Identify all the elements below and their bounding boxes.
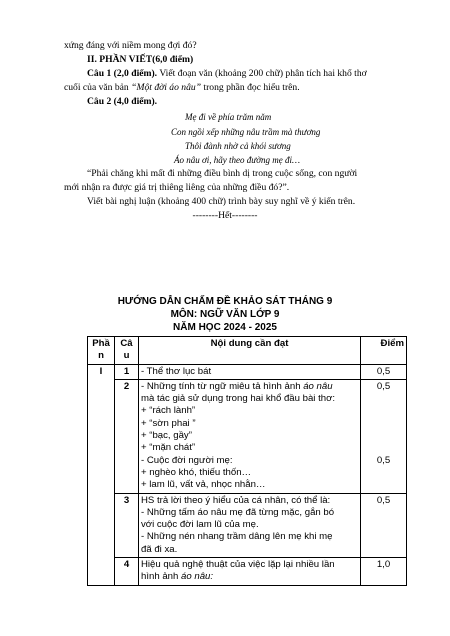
answer-line: mà tác giả sử dụng trong hai khổ đầu bài thơ:	[141, 393, 336, 405]
end-mark: --------Hết--------	[192, 210, 258, 221]
table-row	[88, 379, 407, 493]
spacer	[363, 430, 404, 442]
guide-subject: MÔN: NGỮ VĂN LỚP 9	[170, 309, 280, 320]
question-2-label: Câu 2 (4,0 điểm).	[87, 96, 158, 107]
question-1-line-1	[87, 68, 367, 80]
answer-content	[139, 364, 361, 379]
question-1-label: Câu 1 (2,0 điểm).	[87, 68, 158, 79]
poem-title-reference: “Một đời áo nâu”	[131, 82, 202, 93]
poem-line-4: Áo nâu ơi, hãy theo đường mẹ đi…	[174, 155, 300, 165]
spacer	[363, 418, 404, 430]
answer-line: + “rách lành”	[141, 405, 196, 417]
score-value: 0,5	[376, 380, 391, 392]
spacer	[363, 393, 404, 405]
answer-line: - Những nén nhang trầm dâng lên mẹ khi mẹ	[141, 531, 333, 543]
quote-line-1: “Phải chăng khi mất đi những điều bình dị trong cuộc sống, con người	[87, 168, 358, 179]
answer-line-text: - Những tính từ ngữ miêu tả hình ảnh	[141, 380, 304, 392]
table-row	[88, 558, 407, 586]
answer-line: + “bạc, gầy”	[141, 430, 192, 442]
answer-line: + “mặn chát”	[141, 442, 196, 454]
table-row	[88, 364, 407, 379]
section-heading-writing: II. PHẦN VIẾT(6,0 điểm)	[87, 54, 194, 65]
question-number: 4	[115, 558, 139, 586]
header-score: Điểm	[361, 337, 407, 365]
quote-line-2: mới nhận ra được giá trị thiêng liêng của những điều đó?”.	[64, 182, 290, 193]
answer-line: đã đi xa.	[141, 543, 178, 555]
answer-line: + lam lũ, vất vả, nhọc nhằn…	[141, 479, 266, 491]
score-value: 0,5	[376, 454, 391, 466]
answer-line: Hiệu quả nghệ thuật của việc lặp lại nhiều lần	[141, 559, 335, 571]
answer-line-emphasis: áo nâu:	[181, 571, 214, 583]
answer-line: HS trả lời theo ý hiểu của cá nhân, có thể là:	[141, 494, 331, 506]
answer-line	[141, 381, 358, 393]
table-header-row	[88, 337, 407, 365]
question-1-text-2a: cuối của văn bản	[64, 82, 132, 93]
answer-content	[139, 379, 361, 493]
answer-line: + “sờn phai ”	[141, 417, 196, 429]
spacer	[363, 405, 404, 417]
score-cell: 1,0	[361, 558, 407, 586]
question-1-line-2	[64, 82, 300, 94]
answer-line: - Thể thơ lục bát	[141, 365, 212, 377]
header-question-line-2: u	[123, 350, 130, 362]
writing-task: Viết bài nghị luận (khoảng 400 chữ) trình bày suy nghĩ về ý kiến trên.	[87, 196, 356, 207]
header-part	[88, 337, 115, 365]
grading-table	[87, 336, 407, 586]
question-1-text: Viết đoạn văn (khoảng 200 chữ) phân tích hai khổ thơ	[157, 68, 367, 79]
continued-question-line: xứng đáng với niềm mong đợi đó?	[64, 40, 197, 51]
guide-title: HƯỚNG DẪN CHẤM ĐỀ KHẢO SÁT THÁNG 9	[117, 296, 333, 307]
answer-line: + nghèo khó, thiếu thốn…	[141, 466, 252, 478]
score-cell	[361, 379, 407, 493]
answer-line-emphasis: áo nâu	[303, 380, 333, 392]
answer-line	[141, 571, 358, 583]
question-number: 1	[115, 364, 139, 379]
header-content: Nội dung cần đạt	[139, 337, 361, 365]
score-cell: 0,5	[361, 493, 407, 557]
question-number: 2	[115, 379, 139, 493]
question-1-text-2c: trong phần đọc hiểu trên.	[201, 82, 300, 93]
answer-line-text: hình ảnh	[141, 571, 182, 583]
header-question	[115, 337, 139, 365]
question-number: 3	[115, 493, 139, 557]
poem-line-2: Con ngồi xếp những nâu trầm mà thương	[171, 127, 321, 137]
guide-school-year: NĂM HỌC 2024 - 2025	[173, 322, 277, 333]
score-cell: 0,5	[361, 364, 407, 379]
poem-line-3: Thôi đành nhờ cả khói sương	[185, 141, 291, 151]
answer-line: - Cuộc đời người mẹ:	[141, 454, 233, 466]
header-question-line-1: Câ	[120, 338, 133, 349]
part-cell: I	[88, 364, 115, 585]
answer-line: - Những tấm áo nâu mẹ đã từng mặc, gắn bó	[141, 506, 335, 518]
header-part-line-2: n	[98, 350, 104, 362]
answer-content	[139, 558, 361, 586]
answer-content	[139, 493, 361, 557]
answer-line: với cuộc đời lam lũ của mẹ.	[141, 519, 259, 531]
poem-line-1: Mẹ đi về phía trăm năm	[185, 112, 272, 122]
spacer	[363, 442, 404, 454]
table-row	[88, 493, 407, 557]
header-part-line-1: Phầ	[92, 338, 110, 349]
